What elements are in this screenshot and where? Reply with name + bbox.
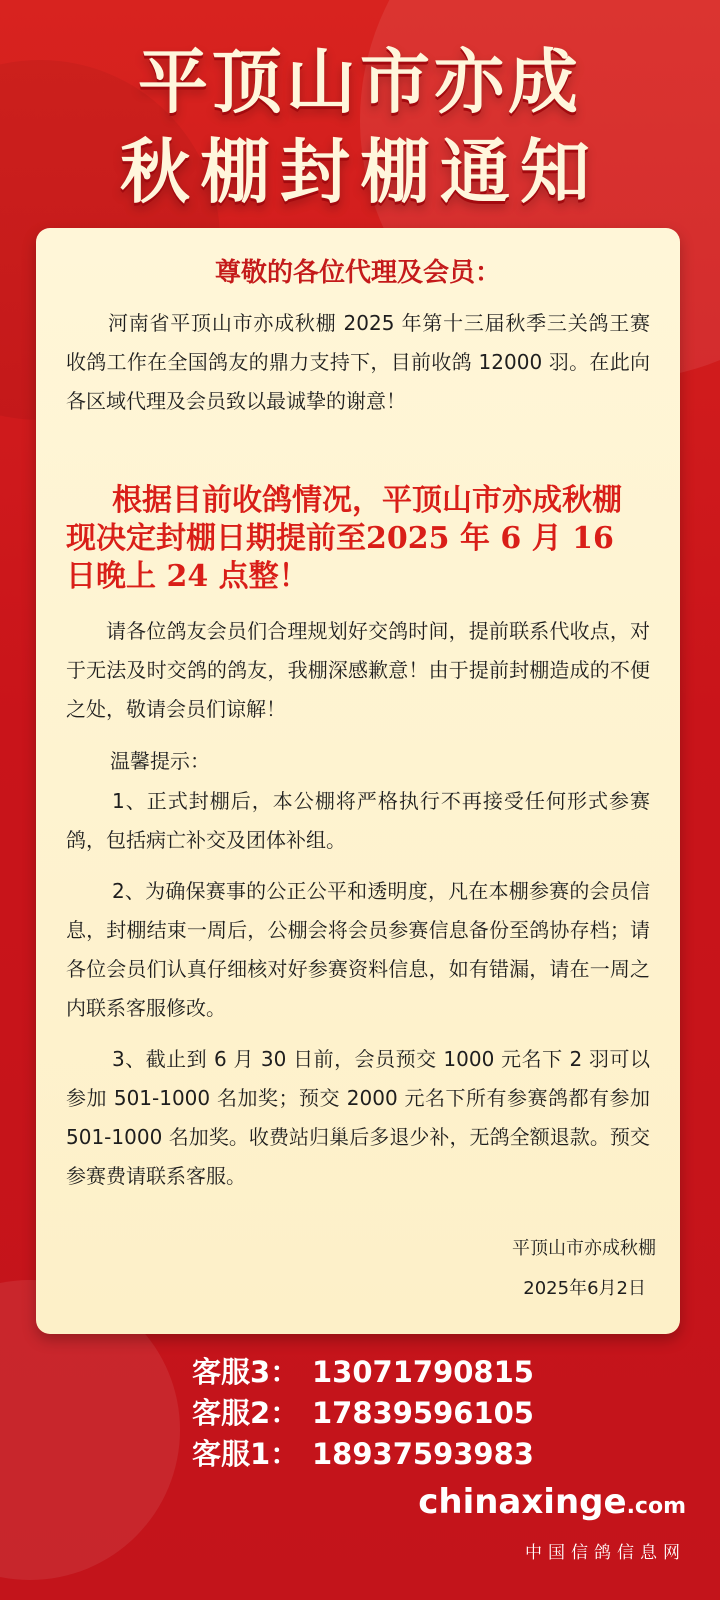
contact-phone[interactable]: 17839596105 (312, 1396, 534, 1430)
title-line-2: 秋棚封棚通知 (120, 131, 600, 213)
contact-label: 客服1： (192, 1437, 300, 1471)
contact-label: 客服3： (192, 1355, 300, 1389)
closing-date-highlight: 根据目前收鸽情况，平顶山市亦成秋棚现决定封棚日期提前至2025 年 6 月 16 日晚上 24 点整！ (66, 483, 622, 594)
tips-title: 温馨提示： (110, 749, 210, 773)
notice-card (36, 228, 680, 1334)
contact-item (192, 1432, 534, 1473)
contact-phone[interactable]: 18937593983 (312, 1437, 534, 1471)
tip-2: 2、为确保赛事的公正公平和透明度，凡在本棚参赛的会员信息，封棚结束一周后，公棚会将会员参赛信息备份至鸽协存档；请各位会员们认真仔细核对好参赛资料信息，如有错漏，请在一周之内联系客服修改。 (66, 879, 650, 1020)
site-name-cn: 中国信鸽信息网 (525, 1543, 686, 1563)
greeting: 尊敬的各位代理及会员： (214, 258, 501, 288)
contact-label: 客服2： (192, 1396, 300, 1430)
tip-1: 1、正式封棚后，本公棚将严格执行不再接受任何形式参赛鸽，包括病亡补交及团体补组。 (66, 789, 650, 852)
contact-phone[interactable]: 13071790815 (312, 1355, 534, 1389)
site-name: chinaxinge (418, 1482, 627, 1522)
notice-date: 2025年6月2日 (523, 1278, 646, 1299)
site-tld: .com (626, 1494, 686, 1519)
title-line-1: 平顶山市亦成 (138, 41, 582, 123)
signature: 平顶山市亦成秋棚 (512, 1238, 656, 1259)
intro-paragraph: 河南省平顶山市亦成秋棚 2025 年第十三届秋季三关鸽王赛收鸽工作在全国鸽友的鼎力支持下，目前收鸽 12000 羽。在此向各区域代理及会员致以最诚挚的谢意！ (66, 311, 650, 413)
contact-item (192, 1350, 534, 1391)
contact-item (192, 1391, 534, 1432)
contact-list (192, 1350, 534, 1473)
site-logo[interactable] (418, 1482, 686, 1522)
request-paragraph: 请各位鸽友会员们合理规划好交鸽时间，提前联系代收点，对于无法及时交鸽的鸽友，我棚深感歉意！由于提前封棚造成的不便之处，敬请会员们谅解！ (66, 619, 650, 721)
tip-3: 3、截止到 6 月 30 日前，会员预交 1000 元名下 2 羽可以参加 501-1000 名加奖；预交 2000 元名下所有参赛鸽都有参加 501-1000 名加奖。收费站归巢后多退少补，无鸽全额退款。预交参赛费请联系客服。 (66, 1047, 650, 1188)
